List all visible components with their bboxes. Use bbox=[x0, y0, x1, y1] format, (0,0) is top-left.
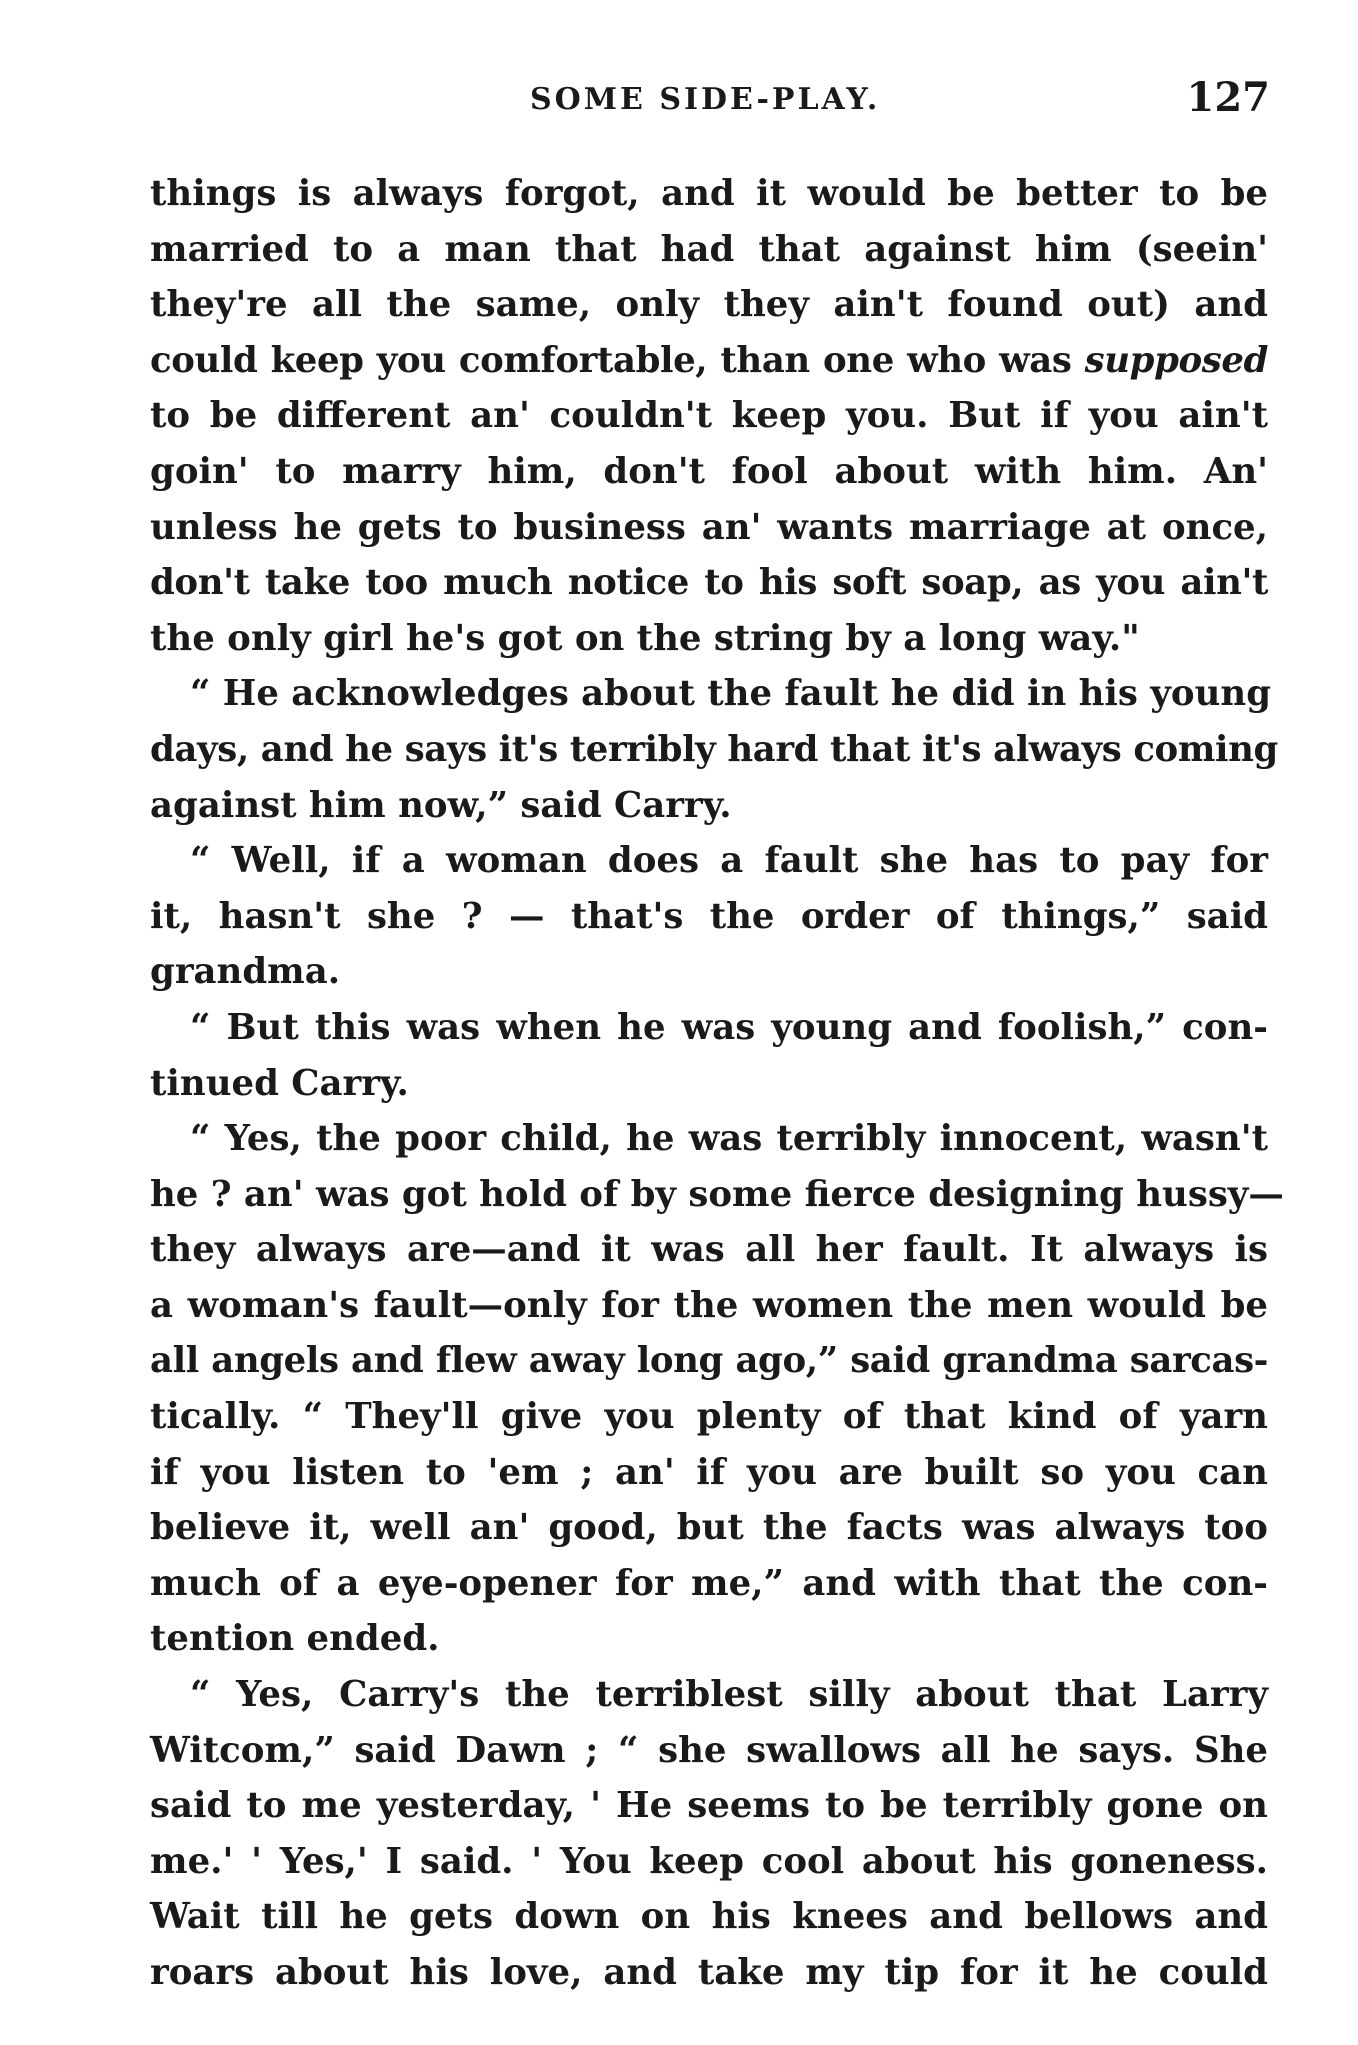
text-line: days, and he says it's terribly hard that it's always coming bbox=[150, 728, 1278, 770]
text-line: grandma. bbox=[150, 951, 341, 993]
text-line: the only girl he's got on the string by a long way." bbox=[150, 617, 1140, 659]
text-line: against him now,” said Carry. bbox=[150, 784, 732, 826]
text-line: it, hasn't she ? — that's the order of things,” said bbox=[150, 895, 1268, 937]
text-line bbox=[150, 333, 1268, 389]
text-line: tinued Carry. bbox=[150, 1062, 409, 1104]
text-line: much of a eye-opener for me,” and with that the con- bbox=[150, 1562, 1268, 1604]
running-title: SOME SIDE-PLAY. bbox=[530, 82, 881, 117]
text-line: “ Yes, Carry's the terriblest silly about that Larry bbox=[190, 1674, 1268, 1716]
text-line: “ He acknowledges about the fault he did in his young bbox=[190, 673, 1272, 715]
text-line: roars about his love, and take my tip for it he could bbox=[150, 1952, 1268, 1993]
text-line: things is always forgot, and it would be better to be bbox=[150, 173, 1268, 214]
body-text bbox=[150, 166, 1284, 2001]
text-line-part: could keep you comfortable, than one who was bbox=[150, 339, 1085, 381]
text-line: married to a man that had that against him (seein' bbox=[150, 228, 1268, 270]
running-header bbox=[160, 74, 1270, 134]
text-line: they're all the same, only they ain't found out) and bbox=[150, 284, 1268, 326]
text-line: “ Yes, the poor child, he was terribly innocent, wasn't bbox=[190, 1118, 1268, 1160]
text-line: tention ended. bbox=[150, 1618, 440, 1660]
text-line: all angels and flew away long ago,” said grandma sarcas- bbox=[150, 1340, 1268, 1382]
text-line: said to me yesterday, ' He seems to be terribly gone on bbox=[150, 1785, 1268, 1827]
text-line: they always are—and it was all her fault. It always is bbox=[150, 1229, 1268, 1271]
emphasized-word: supposed bbox=[1084, 339, 1268, 381]
text-line: he ? an' was got hold of by some fierce designing hussy— bbox=[150, 1173, 1284, 1215]
text-line: to be different an' couldn't keep you. But if you ain't bbox=[150, 395, 1268, 437]
text-line: Witcom,” said Dawn ; “ she swallows all he says. She bbox=[150, 1729, 1268, 1771]
text-line: believe it, well an' good, but the facts was always too bbox=[150, 1507, 1268, 1549]
text-line: unless he gets to business an' wants marriage at once, bbox=[150, 506, 1268, 548]
text-line: Wait till he gets down on his knees and bellows and bbox=[150, 1896, 1268, 1938]
text-line: goin' to marry him, don't fool about with him. An' bbox=[150, 450, 1268, 492]
text-line: “ But this was when he was young and foolish,” con- bbox=[190, 1006, 1268, 1048]
page-number: 127 bbox=[1186, 74, 1270, 121]
text-line: if you listen to 'em ; an' if you are built so you can bbox=[150, 1451, 1268, 1493]
text-line: tically. “ They'll give you plenty of that kind of yarn bbox=[150, 1396, 1268, 1438]
text-line: a woman's fault—only for the women the men would be bbox=[150, 1284, 1268, 1326]
text-line: “ Well, if a woman does a fault she has to pay for bbox=[190, 840, 1268, 882]
text-line: me.' ' Yes,' I said. ' You keep cool about his goneness. bbox=[150, 1840, 1268, 1882]
text-line: don't take too much notice to his soft soap, as you ain't bbox=[150, 562, 1268, 604]
